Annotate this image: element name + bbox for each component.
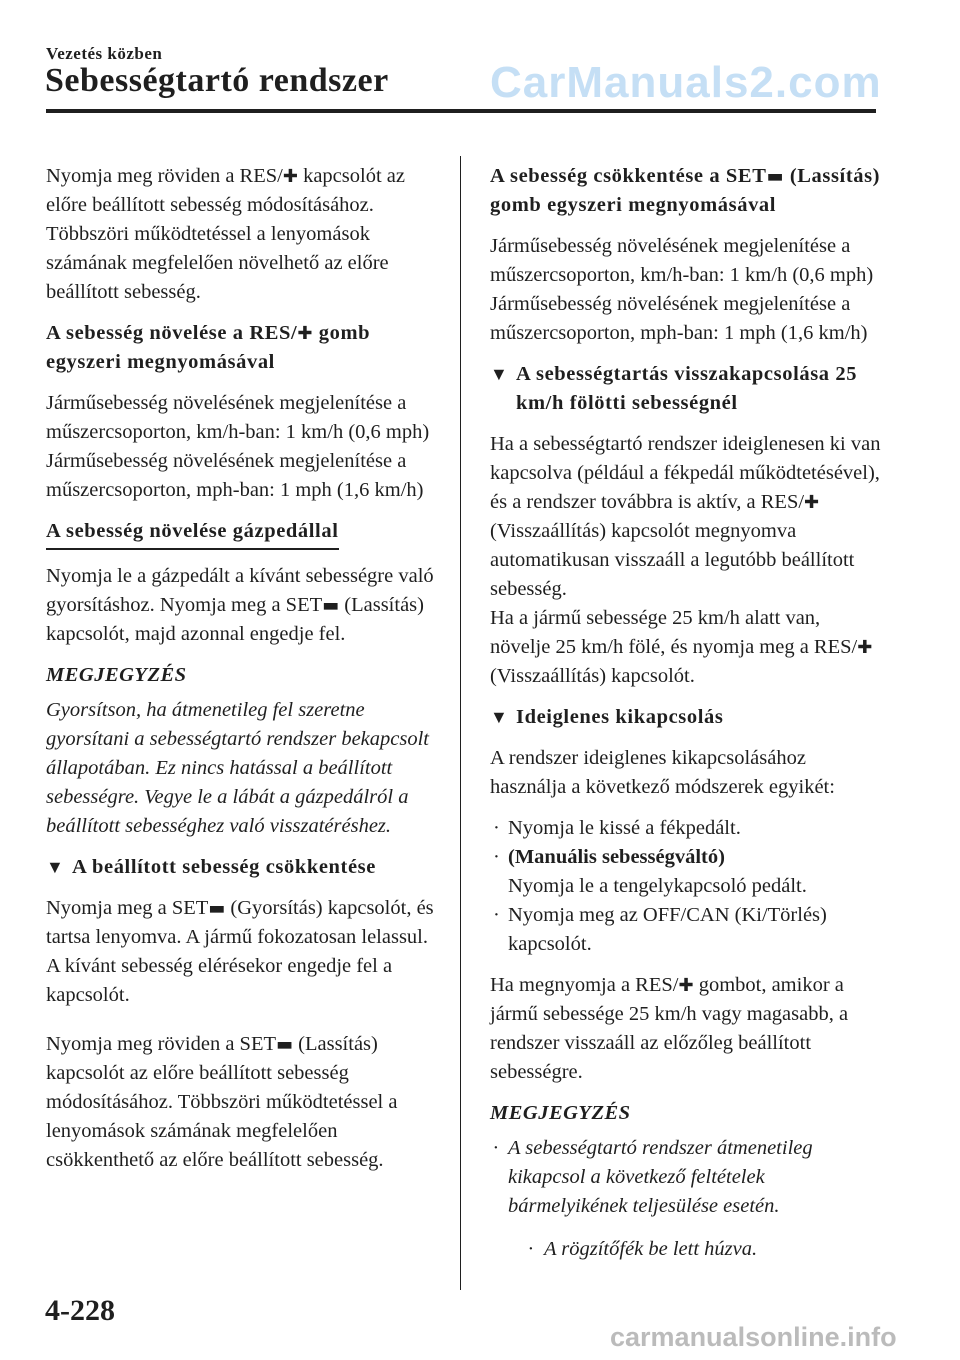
triangle-icon: ▼ <box>46 857 65 877</box>
minus-icon: ▬ <box>276 1034 294 1055</box>
note-label: MEGJEGYZÉS <box>46 664 187 686</box>
paragraph-resume: Ha a sebességtartó rendszer ideiglenesen ki van kapcsolva (például a fékpedál működtetésével), és a rendszer továbbra is aktív, a RES/✚ (Visszaállítás) kapcsolót megnyomva automatikusan visszaáll a legutóbb beállított sebesség. Ha a jármű sebessége 25 km/h alatt van, növelje 25 km/h fölé, és nyomja meg a RES/✚ (Visszaállítás) kapcsolót. <box>490 433 881 687</box>
list-item: · Nyomja meg az OFF/CAN (Ki/Törlés) kapcsolót. <box>490 901 885 959</box>
paragraph-pedal: Nyomja le a gázpedált a kívánt sebességre való gyorsításhoz. Nyomja meg a SET▬ (Lassítás) kapcsolót, majd azonnal engedje fel. <box>46 565 434 645</box>
plus-icon: ✚ <box>804 492 820 513</box>
note-text: Gyorsítson, ha átmenetileg fel szeretne gyorsítani a sebességtartó rendszer bekapcsolt állapotában. Ez nincs hatással a beállított sebességre. Vegye le a lábát a gázpedálról a beállított sebességhez való visszatéréshez. <box>46 699 430 837</box>
subheading-decrease-set-once: A sebesség csökkentése a SET▬ (Lassítás) gomb egyszeri megnyomásával <box>490 165 881 216</box>
page-number: 4-228 <box>45 1294 115 1327</box>
watermark-bottom: carmanualsonline.info <box>610 1322 897 1352</box>
paragraph-res-short-press: Nyomja meg röviden a RES/✚ kapcsolót az előre beállított sebesség módosításához. Többszöri működtetéssel a lenyomások számának megfelelően növelhető az előre beállított sebesség. <box>46 165 405 303</box>
heading-temporary-off: ▼ Ideiglenes kikapcsolás <box>490 703 885 732</box>
minus-icon: ▬ <box>766 166 785 187</box>
triangle-icon: ▼ <box>490 364 509 384</box>
list-item: · Nyomja le kissé a fékpedált. <box>490 814 885 843</box>
paragraph-decrease-short-press: Nyomja meg röviden a SET▬ (Lassítás) kapcsolót az előre beállított sebesség módosításához. Többszöri működtetéssel a lenyomások számának megfelelően csökkenthető az előre beállított sebesség. <box>46 1033 398 1171</box>
bullet-icon: · <box>493 817 500 839</box>
list-item: · (Manuális sebességváltó) Nyomja le a tengelykapcsoló pedált. <box>490 843 885 901</box>
bullet-icon: · <box>493 1137 499 1159</box>
list-item: · A sebességtartó rendszer átmenetileg kikapcsol a következő feltételek bármelyikének teljesülése esetén. · A rögzítőfék be lett húzva. <box>490 1134 885 1264</box>
plus-icon: ✚ <box>297 323 314 344</box>
paragraph-decrease-display: Járműsebesség növelésének megjelenítése a műszercsoporton, km/h-ban: 1 km/h (0,6 mph) Járműsebesség növelésének megjelenítése a műszercsoporton, mph-ban: 1 mph (1,6 km/h) <box>490 235 874 344</box>
plus-icon: ✚ <box>282 166 298 187</box>
note-list <box>490 1134 885 1264</box>
plus-icon: ✚ <box>678 975 694 996</box>
title-rule <box>46 109 876 113</box>
paragraph-increase-display: Járműsebesség növelésének megjelenítése a műszercsoporton, km/h-ban: 1 km/h (0,6 mph) Járműsebesség növelésének megjelenítése a műszercsoporton, mph-ban: 1 mph (1,6 km/h) <box>46 392 430 501</box>
paragraph-res-resume: Ha megnyomja a RES/✚ gombot, amikor a jármű sebessége 25 km/h vagy magasabb, a rendszer visszaáll az előzőleg beállított sebességre. <box>490 974 849 1083</box>
note-sub-item: · A rögzítőfék be lett húzva. <box>508 1235 885 1264</box>
minus-icon: ▬ <box>322 595 340 616</box>
minus-icon: ▬ <box>208 898 226 919</box>
plus-icon: ✚ <box>857 637 873 658</box>
page-title: Sebességtartó rendszer <box>45 62 389 99</box>
note-label: MEGJEGYZÉS <box>490 1102 631 1124</box>
column-divider <box>460 156 461 1290</box>
section-label: Vezetés közben <box>46 44 163 63</box>
watermark-top: CarManuals2.com <box>490 58 882 107</box>
bullet-icon: · <box>528 1238 534 1260</box>
bullet-icon: · <box>493 846 500 868</box>
right-column <box>490 162 885 1276</box>
triangle-icon: ▼ <box>490 707 509 727</box>
subheading-increase-res: A sebesség növelése a RES/✚ gomb egyszeri megnyomásával <box>46 322 371 373</box>
heading-resume: ▼ A sebességtartás visszakapcsolása 25 km/h fölötti sebességnél <box>490 360 885 418</box>
paragraph-temporary-off: A rendszer ideiglenes kikapcsolásához használja a következő módszerek egyikét: <box>490 747 835 798</box>
subheading-increase-pedal: A sebesség növelése gázpedállal <box>46 517 441 550</box>
bullet-icon: · <box>493 904 500 926</box>
left-column <box>46 162 441 1187</box>
heading-decrease-set-speed: ▼ A beállított sebesség csökkentése <box>46 853 441 882</box>
temporary-off-list <box>490 814 885 959</box>
paragraph-decrease-hold: Nyomja meg a SET▬ (Gyorsítás) kapcsolót, és tartsa lenyomva. A jármű fokozatosan lelassul. A kívánt sebesség elérésekor engedje fel a kapcsolót. <box>46 897 434 1006</box>
